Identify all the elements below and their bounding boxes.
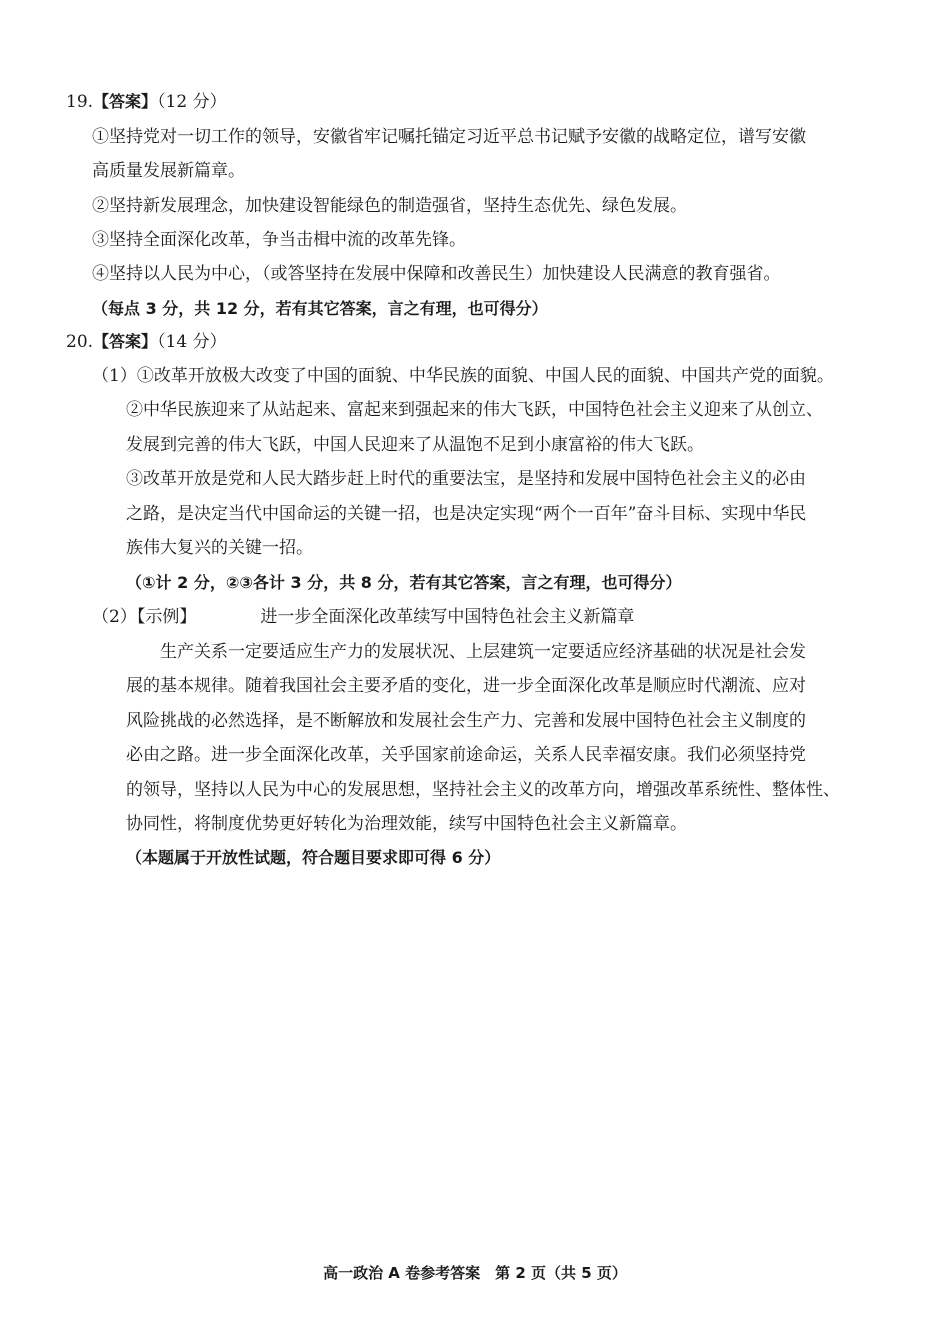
q19-answer-label: 【答案】	[93, 92, 158, 111]
q20-part2-line: 风险挑战的必然选择，是不断解放和发展社会生产力、完善和发展中国特色社会主义制度的	[126, 711, 806, 731]
q20-score: （14 分）	[157, 332, 227, 352]
q19-line: ③坚持全面深化改革，争当击楫中流的改革先锋。	[92, 230, 466, 250]
q19-scoring-note: （每点 3 分，共 12 分，若有其它答案，言之有理，也可得分）	[92, 299, 548, 318]
q19-line: ①坚持党对一切工作的领导，安徽省牢记嘱托锚定习近平总书记赋予安徽的战略定位，谱写安徽	[92, 127, 806, 147]
q20-part1-line: ②中华民族迎来了从站起来、富起来到强起来的伟大飞跃，中国特色社会主义迎来了从创立、	[126, 400, 823, 420]
q20-part1-line: 之路，是决定当代中国命运的关键一招，也是决定实现“两个一百年”奋斗目标、实现中华民	[126, 504, 807, 524]
q20-part1-line: 发展到完善的伟大飞跃，中国人民迎来了从温饱不足到小康富裕的伟大飞跃。	[126, 435, 704, 455]
q19-line: 高质量发展新篇章。	[92, 161, 245, 181]
q20-part2-line: 的领导，坚持以人民为中心的发展思想，坚持社会主义的改革方向，增强改革系统性、整体性、	[126, 780, 840, 800]
q20-part2-line: 展的基本规律。随着我国社会主要矛盾的变化，进一步全面深化改革是顺应时代潮流、应对	[126, 676, 806, 696]
q19-line: ②坚持新发展理念，加快建设智能绿色的制造强省，坚持生态优先、绿色发展。	[92, 196, 687, 216]
q20-part2-line: 生产关系一定要适应生产力的发展状况、上层建筑一定要适应经济基础的状况是社会发	[160, 642, 806, 662]
q20-part2-header	[92, 605, 634, 629]
q20-part1-line: ③改革开放是党和人民大踏步赶上时代的重要法宝，是坚持和发展中国特色社会主义的必由	[126, 469, 806, 489]
q19-line: ④坚持以人民为中心，（或答坚持在发展中保障和改善民生）加快建设人民满意的教育强省。	[92, 264, 781, 284]
q20-part2-title: 进一步全面深化改革续写中国特色社会主义新篇章	[260, 607, 635, 627]
q20-header	[66, 330, 227, 354]
q20-number: 20.	[66, 332, 94, 352]
q20-part2-line: 协同性，将制度优势更好转化为治理效能，续写中国特色社会主义新篇章。	[126, 814, 687, 834]
q20-part1-line: （1）①改革开放极大改变了中国的面貌、中华民族的面貌、中国人民的面貌、中国共产党的面貌。	[92, 366, 834, 386]
q20-part2-line: 必由之路。进一步全面深化改革，关乎国家前途命运，关系人民幸福安康。我们必须坚持党	[126, 745, 806, 765]
page-footer: 高一政治 A 卷参考答案 第 2 页（共 5 页）	[323, 1264, 627, 1282]
q20-part2-scoring-note: （本题属于开放性试题，符合题目要求即可得 6 分）	[126, 848, 501, 867]
q20-part2-label: （2）【示例】	[92, 607, 197, 627]
q19-score: （12 分）	[157, 92, 227, 112]
q20-part1-line: 族伟大复兴的关键一招。	[126, 538, 313, 558]
q20-answer-label: 【答案】	[93, 332, 158, 351]
q20-part1-scoring-note: （①计 2 分，②③各计 3 分，共 8 分，若有其它答案，言之有理，也可得分）	[126, 573, 682, 592]
q19-number: 19.	[66, 92, 94, 112]
q19-header	[66, 90, 227, 114]
